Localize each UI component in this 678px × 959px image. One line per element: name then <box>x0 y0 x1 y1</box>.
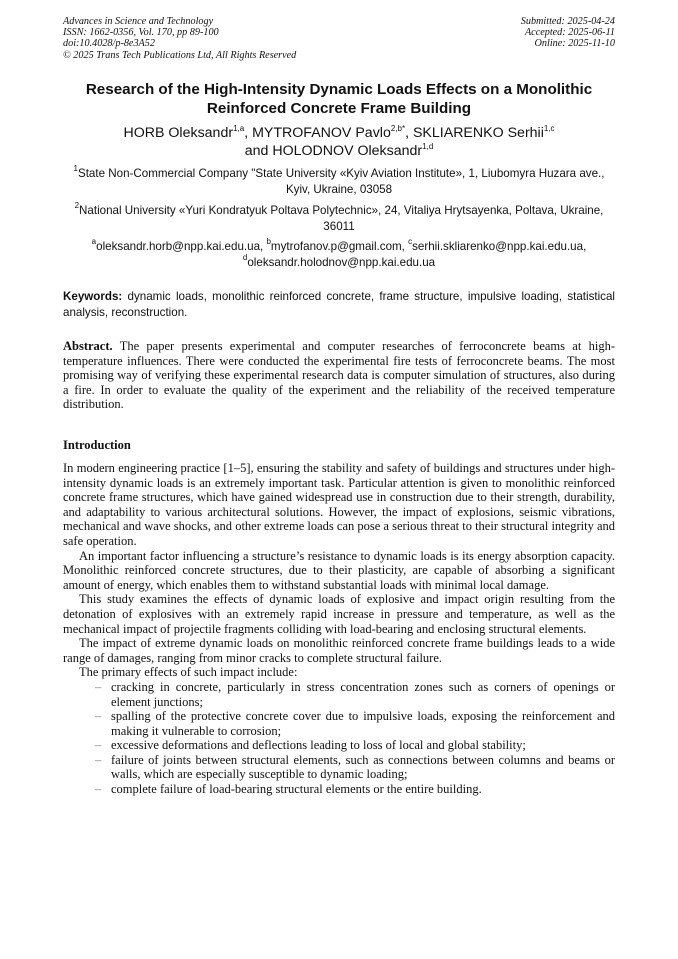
effects-list <box>63 680 615 797</box>
email-line-1: $^a$oleksandr.horb@npp.kai.edu.ua, $^b$mytrofanov.p@gmail.com, $^c$serhii.skliarenko@npp.kai.edu.ua, <box>91 237 587 253</box>
abstract <box>63 339 615 412</box>
paragraph: This study examines the effects of dynamic loads of explosive and impact origin resulting from the detonation of explosives with an extremely rapid increase in pressure and temperature, as well as the mechanical impact of projectile fragments colliding with load-bearing and enclosing structural elements. <box>63 592 615 636</box>
list-item: – complete failure of load-bearing structural elements or the entire building. <box>95 782 482 797</box>
abstract-label: Abstract. <box>63 339 113 353</box>
list-item: – cracking in concrete, particularly in stress concentration zones such as corners of openings or element junctions; <box>95 679 615 709</box>
affiliation-2: $^2$National University «Yuri Kondratyuk Poltava Polytechnic», 24, Vitaliya Hrytsayenka, Poltava, Ukraine, 36011 <box>74 201 604 233</box>
doi-line[interactable]: doi:10.4028/p-8e3A52 <box>63 38 155 50</box>
author-line-1: HORB Oleksandr$^{1,a}$, MYTROFANOV Pavlo$^{2,b*}$, SKLIARENKO Serhii$^{1,c}$ <box>123 124 555 141</box>
section-heading-introduction: Introduction <box>63 438 131 452</box>
author-affiliation-mark: 2,b* <box>390 124 406 133</box>
author-name: SKLIARENKO Serhii <box>412 125 544 141</box>
journal-name: Advances in Science and Technology <box>63 16 214 27</box>
email-link[interactable]: mytrofanov.p@gmail.com, <box>270 240 409 253</box>
online-date: Online: 2025-11-10 <box>534 38 615 50</box>
email-line-2: $^d$oleksandr.holodnov@npp.kai.edu.ua <box>242 252 436 269</box>
author-list <box>40 124 638 160</box>
list-item: – spalling of the protective concrete cover due to impulsive loads, exposing the reinforcement and making it vulnerable to corrosion; <box>95 709 615 738</box>
paragraph: In modern engineering practice [1–5], ensuring the stability and safety of buildings and structures under high-intensity dynamic loads is an extremely important task. Particular attention is given to monolithic reinforced concrete frame structures, which have gained widespread use in construction due to their strength, durability, and adaptability to various architectural solutions. However, the impact of explosions, seismic vibrations, mechanical and wave shocks, and other extreme loads can pose a serious threat to their structural integrity and safe operation. <box>63 461 615 548</box>
introduction-body <box>63 461 615 797</box>
author-name: HORB Oleksandr <box>123 125 234 141</box>
paragraph: The primary effects of such impact include: <box>79 665 298 680</box>
keywords-label: Keywords: <box>63 290 123 303</box>
dash-marker: – <box>95 782 102 797</box>
author-affiliation-mark: 1,a <box>233 124 245 133</box>
author-name: MYTROFANOV Pavlo <box>252 125 391 141</box>
email-link[interactable]: serhii.skliarenko@npp.kai.edu.ua, <box>412 240 587 253</box>
publication-dates <box>521 16 615 50</box>
issn-line: ISSN: 1662-0356, Vol. 170, pp 89-100 <box>63 27 219 39</box>
accepted-date: Accepted: 2025-06-11 <box>524 27 615 39</box>
list-item: – excessive deformations and deflections leading to loss of local and global stability; <box>95 738 526 753</box>
author-affiliation-mark: 1,c <box>543 124 555 133</box>
dash-marker: – <box>95 679 102 694</box>
title-line-1: Research of the High-Intensity Dynamic Loads Effects on a Monolithic <box>85 81 593 98</box>
affiliation-1: $^1$State Non-Commercial Company "State University «Kyiv Aviation Institute», 1, Liubomyra Huzara ave., Kyiv, Ukraine, 03058 <box>73 164 605 196</box>
journal-info <box>63 16 296 61</box>
paper-title <box>50 81 628 118</box>
submitted-date: Submitted: 2025-04-24 <box>520 16 615 27</box>
copyright-line: © 2025 Trans Tech Publications Ltd, All Rights Reserved <box>63 49 297 61</box>
keywords <box>63 289 615 320</box>
author-line-2 <box>40 142 638 160</box>
email-link[interactable]: oleksandr.holodnov@npp.kai.edu.ua <box>247 255 436 269</box>
abstract-text: The paper presents experimental and computer researches of ferroconcrete beams at high-temperature influences. There were conducted the experimental fire tests of ferroconcrete beams. The most promising way of verifying these experimental research data is computer simulation of structures, also during a fire. In order to evaluate the quality of the experiment and the reliability of the received temperature distribution. <box>63 339 615 411</box>
paragraph: An important factor influencing a structure’s resistance to dynamic loads is its energy absorption capacity. Monolithic reinforced concrete structures, due to their plasticity, are capable of absorbing a significant amount of energy, which enables them to withstand substantial loads with minimal local damage. <box>63 548 615 592</box>
author-name: and HOLODNOV Oleksandr <box>244 143 423 159</box>
keywords-text: dynamic loads, monolithic reinforced concrete, frame structure, impulsive loading, statistical analysis, reconstruction. <box>63 290 615 319</box>
email-link[interactable]: oleksandr.horb@npp.kai.edu.ua, <box>96 240 267 253</box>
dash-marker: – <box>95 752 102 767</box>
author-emails <box>63 239 615 270</box>
paragraph: The impact of extreme dynamic loads on monolithic reinforced concrete frame buildings leads to a wide range of damages, ranging from minor cracks to complete structural failure. <box>63 636 615 665</box>
title-line-2: Reinforced Concrete Frame Building <box>206 99 472 117</box>
dash-marker: – <box>95 709 102 724</box>
list-item: – failure of joints between structural elements, such as connections between columns and beams or walls, which are especially susceptible to dynamic loading; <box>95 752 615 782</box>
dash-marker: – <box>95 738 102 753</box>
author-affiliation-mark: 1,d <box>422 142 434 151</box>
